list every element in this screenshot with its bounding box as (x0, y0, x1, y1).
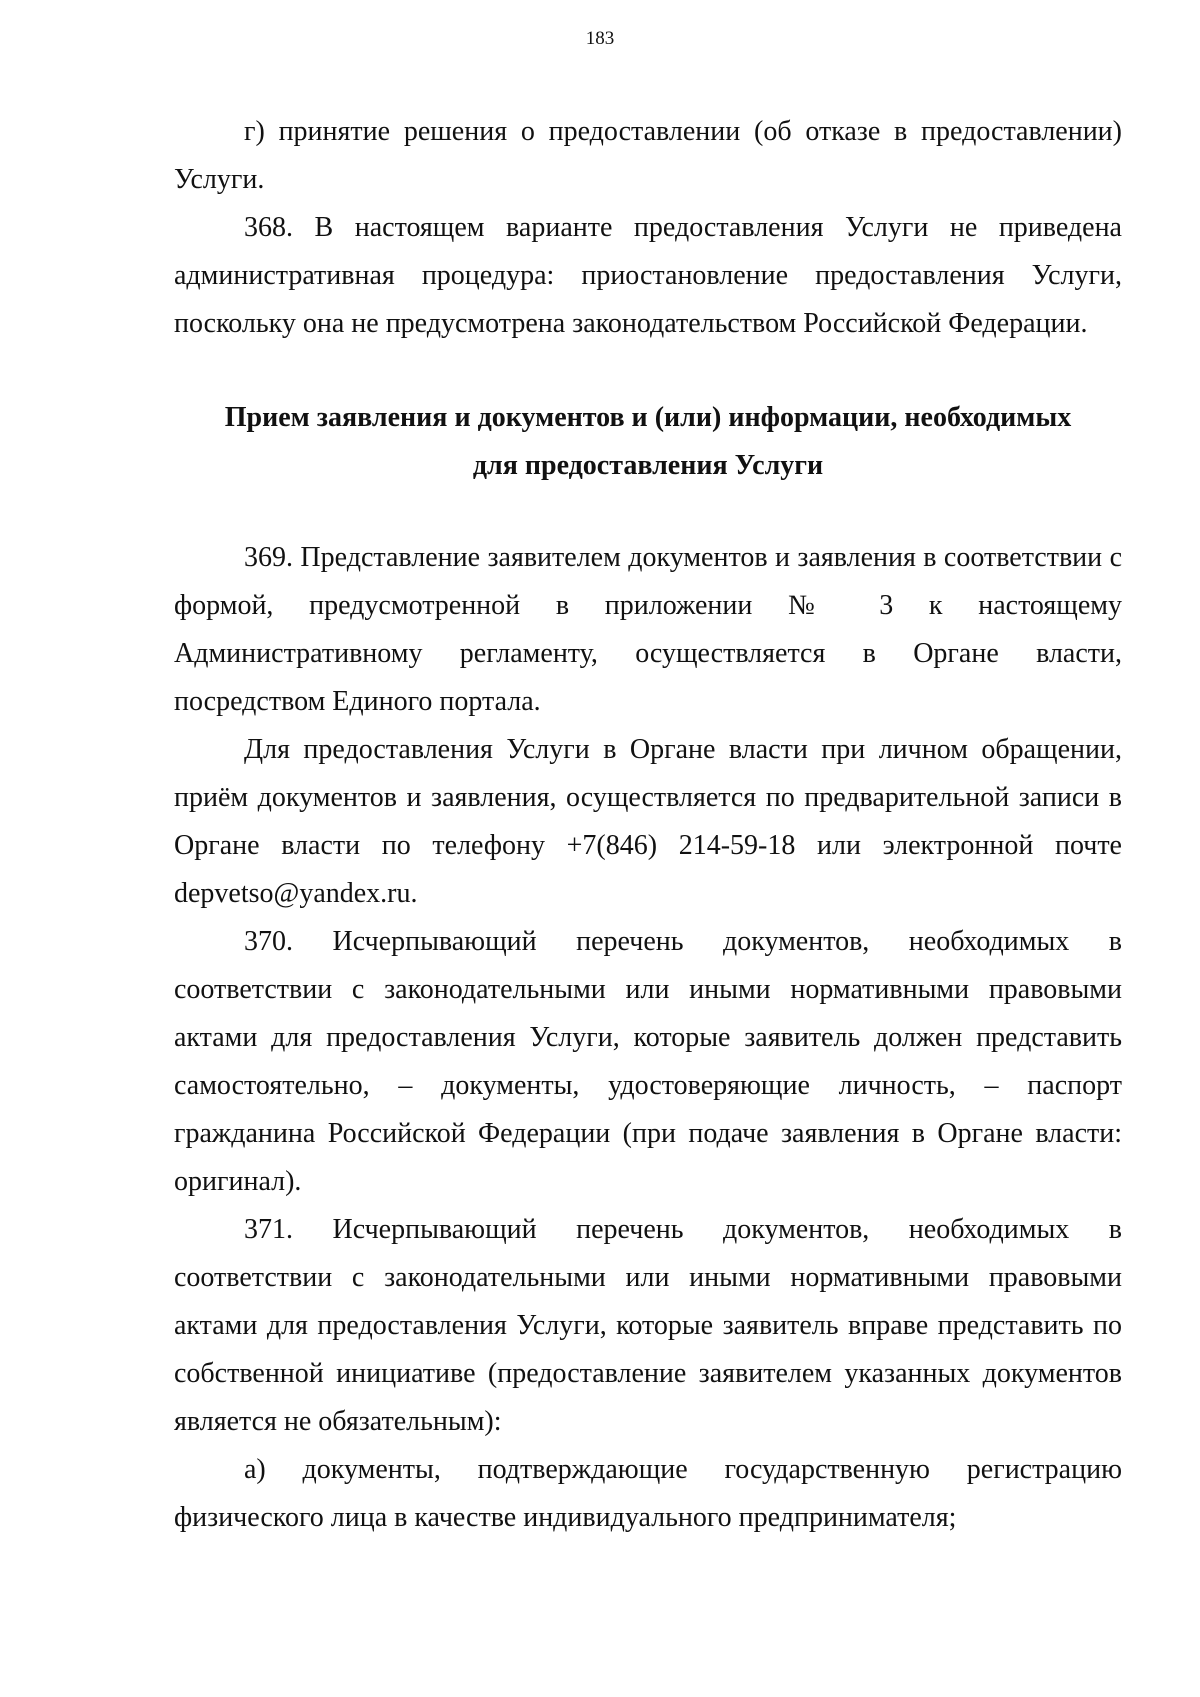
paragraph-371: 371. Исчерпывающий перечень документов, необходимых в соответствии с законодательными или иными нормативными правовыми актами для предоставления Услуги, которые заявитель вправе представить по собственной инициативе (предоставление заявителем указанных документов является не обязательным): (174, 1214, 1122, 1437)
paragraph-item-a: а) документы, подтверждающие государственную регистрацию физического лица в качестве индивидуального предпринимателя; (174, 1454, 1122, 1533)
paragraph-368: 368. В настоящем варианте предоставления Услуги не приведена административная процедура: приостановление предоставления Услуги, поскольку она не предусмотрена законодательством Российской Федерации. (174, 212, 1122, 339)
paragraph-370: 370. Исчерпывающий перечень документов, необходимых в соответствии с законодательными или иными нормативными правовыми актами для предоставления Услуги, которые заявитель должен представить самостоятельно, – документы, удостоверяющие личность, – паспорт гражданина Российской Федерации (при подаче заявления в Органе власти: оригинал). (174, 926, 1122, 1197)
page-number: 183 (585, 28, 615, 49)
section-heading (174, 394, 1122, 490)
paragraph-369: 369. Представление заявителем документов и заявления в соответствии с формой, предусмотренной в приложении № 3 к настоящему Административному регламенту, осуществляется в Органе власти, посредством Единого портала. (174, 542, 1122, 717)
paragraph-item-g: г) принятие решения о предоставлении (об отказе в предоставлении) Услуги. (174, 116, 1122, 195)
spacer (174, 490, 1122, 534)
paragraph-appointment-info: Для предоставления Услуги в Органе власти при личном обращении, приём документов и заявления, осуществляется по предварительной записи в Органе власти по телефону +7(846) 214-59-18 или электронной почте depvetso@yandex.ru. (174, 734, 1122, 909)
document-body (174, 108, 1122, 1542)
section-heading-line-2: для предоставления Услуги (472, 450, 824, 481)
section-heading-line-1: Прием заявления и документов и (или) информации, необходимых (224, 402, 1072, 433)
spacer (174, 348, 1122, 394)
